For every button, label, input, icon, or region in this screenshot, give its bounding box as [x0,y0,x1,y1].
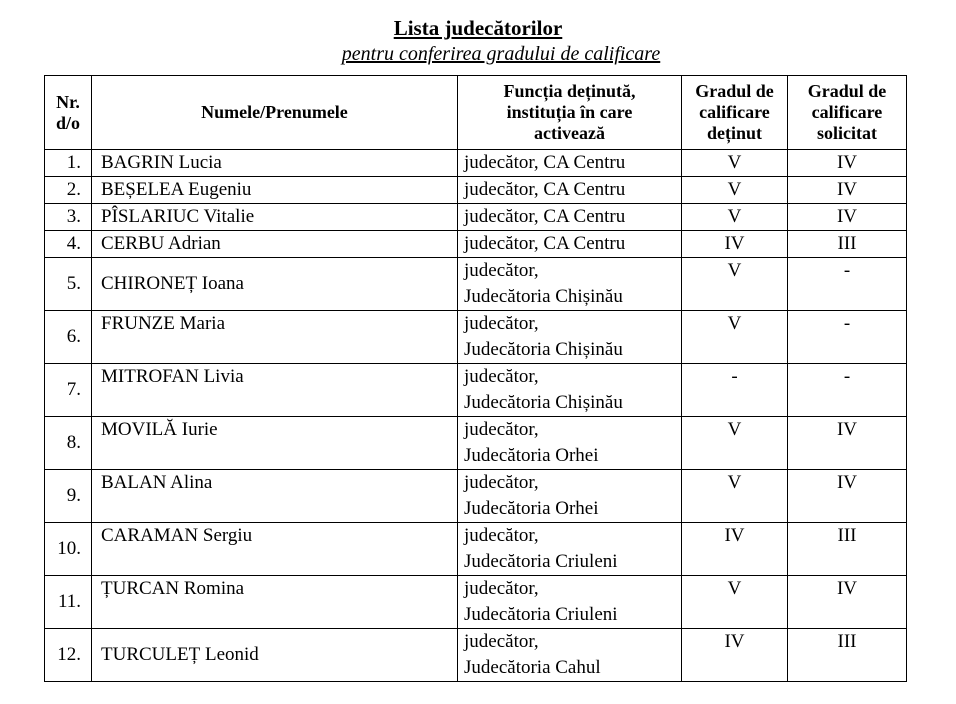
judge-name: FRUNZE Maria [92,311,458,364]
grade-held: V [682,177,788,204]
table-row [45,523,907,576]
row-number: 10. [45,523,92,576]
grade-held: - [682,364,788,417]
grade-requested: - [788,258,907,311]
grade-requested: IV [788,576,907,629]
judge-function: judecător, Judecătoria Orhei [458,417,682,470]
grade-requested: IV [788,417,907,470]
judge-name: BAGRIN Lucia [92,150,458,177]
judge-name: CHIRONEȚ Ioana [92,258,458,311]
judge-name: PÎSLARIUC Vitalie [92,204,458,231]
header-grade-held: Gradul de calificare deținut [682,76,788,150]
grade-requested: IV [788,150,907,177]
row-number: 2. [45,177,92,204]
grade-requested: III [788,523,907,576]
grade-held: V [682,150,788,177]
row-number: 11. [45,576,92,629]
judge-name: MITROFAN Livia [92,364,458,417]
judge-name: CARAMAN Sergiu [92,523,458,576]
judge-function: judecător, CA Centru [458,204,682,231]
row-number: 9. [45,470,92,523]
judge-function: judecător, Judecătoria Chișinău [458,258,682,311]
header-nr: Nr. d/o [45,76,92,150]
grade-held: V [682,258,788,311]
grade-held: V [682,470,788,523]
document-subtitle: pentru conferirea gradului de calificare [341,43,661,65]
judge-function: judecător, Judecătoria Orhei [458,470,682,523]
judge-name: CERBU Adrian [92,231,458,258]
table-row [45,417,907,470]
table-row [45,629,907,682]
grade-held: IV [682,523,788,576]
judge-function: judecător, Judecătoria Chișinău [458,364,682,417]
table-row [45,576,907,629]
grade-held: V [682,311,788,364]
judge-function: judecător, CA Centru [458,150,682,177]
row-number: 4. [45,231,92,258]
grade-held: V [682,417,788,470]
row-number: 12. [45,629,92,682]
judge-function: judecător, CA Centru [458,177,682,204]
row-number: 3. [45,204,92,231]
table-header-row [45,76,907,150]
row-number: 5. [45,258,92,311]
table-row [45,150,907,177]
table-row [45,470,907,523]
judge-name: BEȘELEA Eugeniu [92,177,458,204]
judge-function: judecător, Judecătoria Chișinău [458,311,682,364]
grade-held: IV [682,231,788,258]
judge-name: ȚURCAN Romina [92,576,458,629]
row-number: 1. [45,150,92,177]
row-number: 6. [45,311,92,364]
header-name: Numele/Prenumele [92,76,458,150]
grade-requested: - [788,364,907,417]
row-number: 7. [45,364,92,417]
grade-requested: IV [788,470,907,523]
grade-requested: III [788,231,907,258]
judges-table [44,75,907,682]
table-row [45,204,907,231]
grade-requested: - [788,311,907,364]
table-row [45,258,907,311]
judge-function: judecător, Judecătoria Criuleni [458,576,682,629]
judge-function: judecător, CA Centru [458,231,682,258]
header-grade-requested: Gradul de calificare solicitat [788,76,907,150]
judge-name: BALAN Alina [92,470,458,523]
table-row [45,364,907,417]
table-row [45,311,907,364]
table-row [45,231,907,258]
grade-held: V [682,204,788,231]
judge-name: TURCULEȚ Leonid [92,629,458,682]
grade-requested: IV [788,204,907,231]
judge-name: MOVILĂ Iurie [92,417,458,470]
table-row [45,177,907,204]
grade-requested: III [788,629,907,682]
header-function: Funcția deținută, instituția în care activează [458,76,682,150]
judge-function: judecător, Judecătoria Cahul [458,629,682,682]
document-title: Lista judecătorilor [393,16,563,40]
judge-function: judecător, Judecătoria Criuleni [458,523,682,576]
grade-held: IV [682,629,788,682]
grade-requested: IV [788,177,907,204]
grade-held: V [682,576,788,629]
row-number: 8. [45,417,92,470]
